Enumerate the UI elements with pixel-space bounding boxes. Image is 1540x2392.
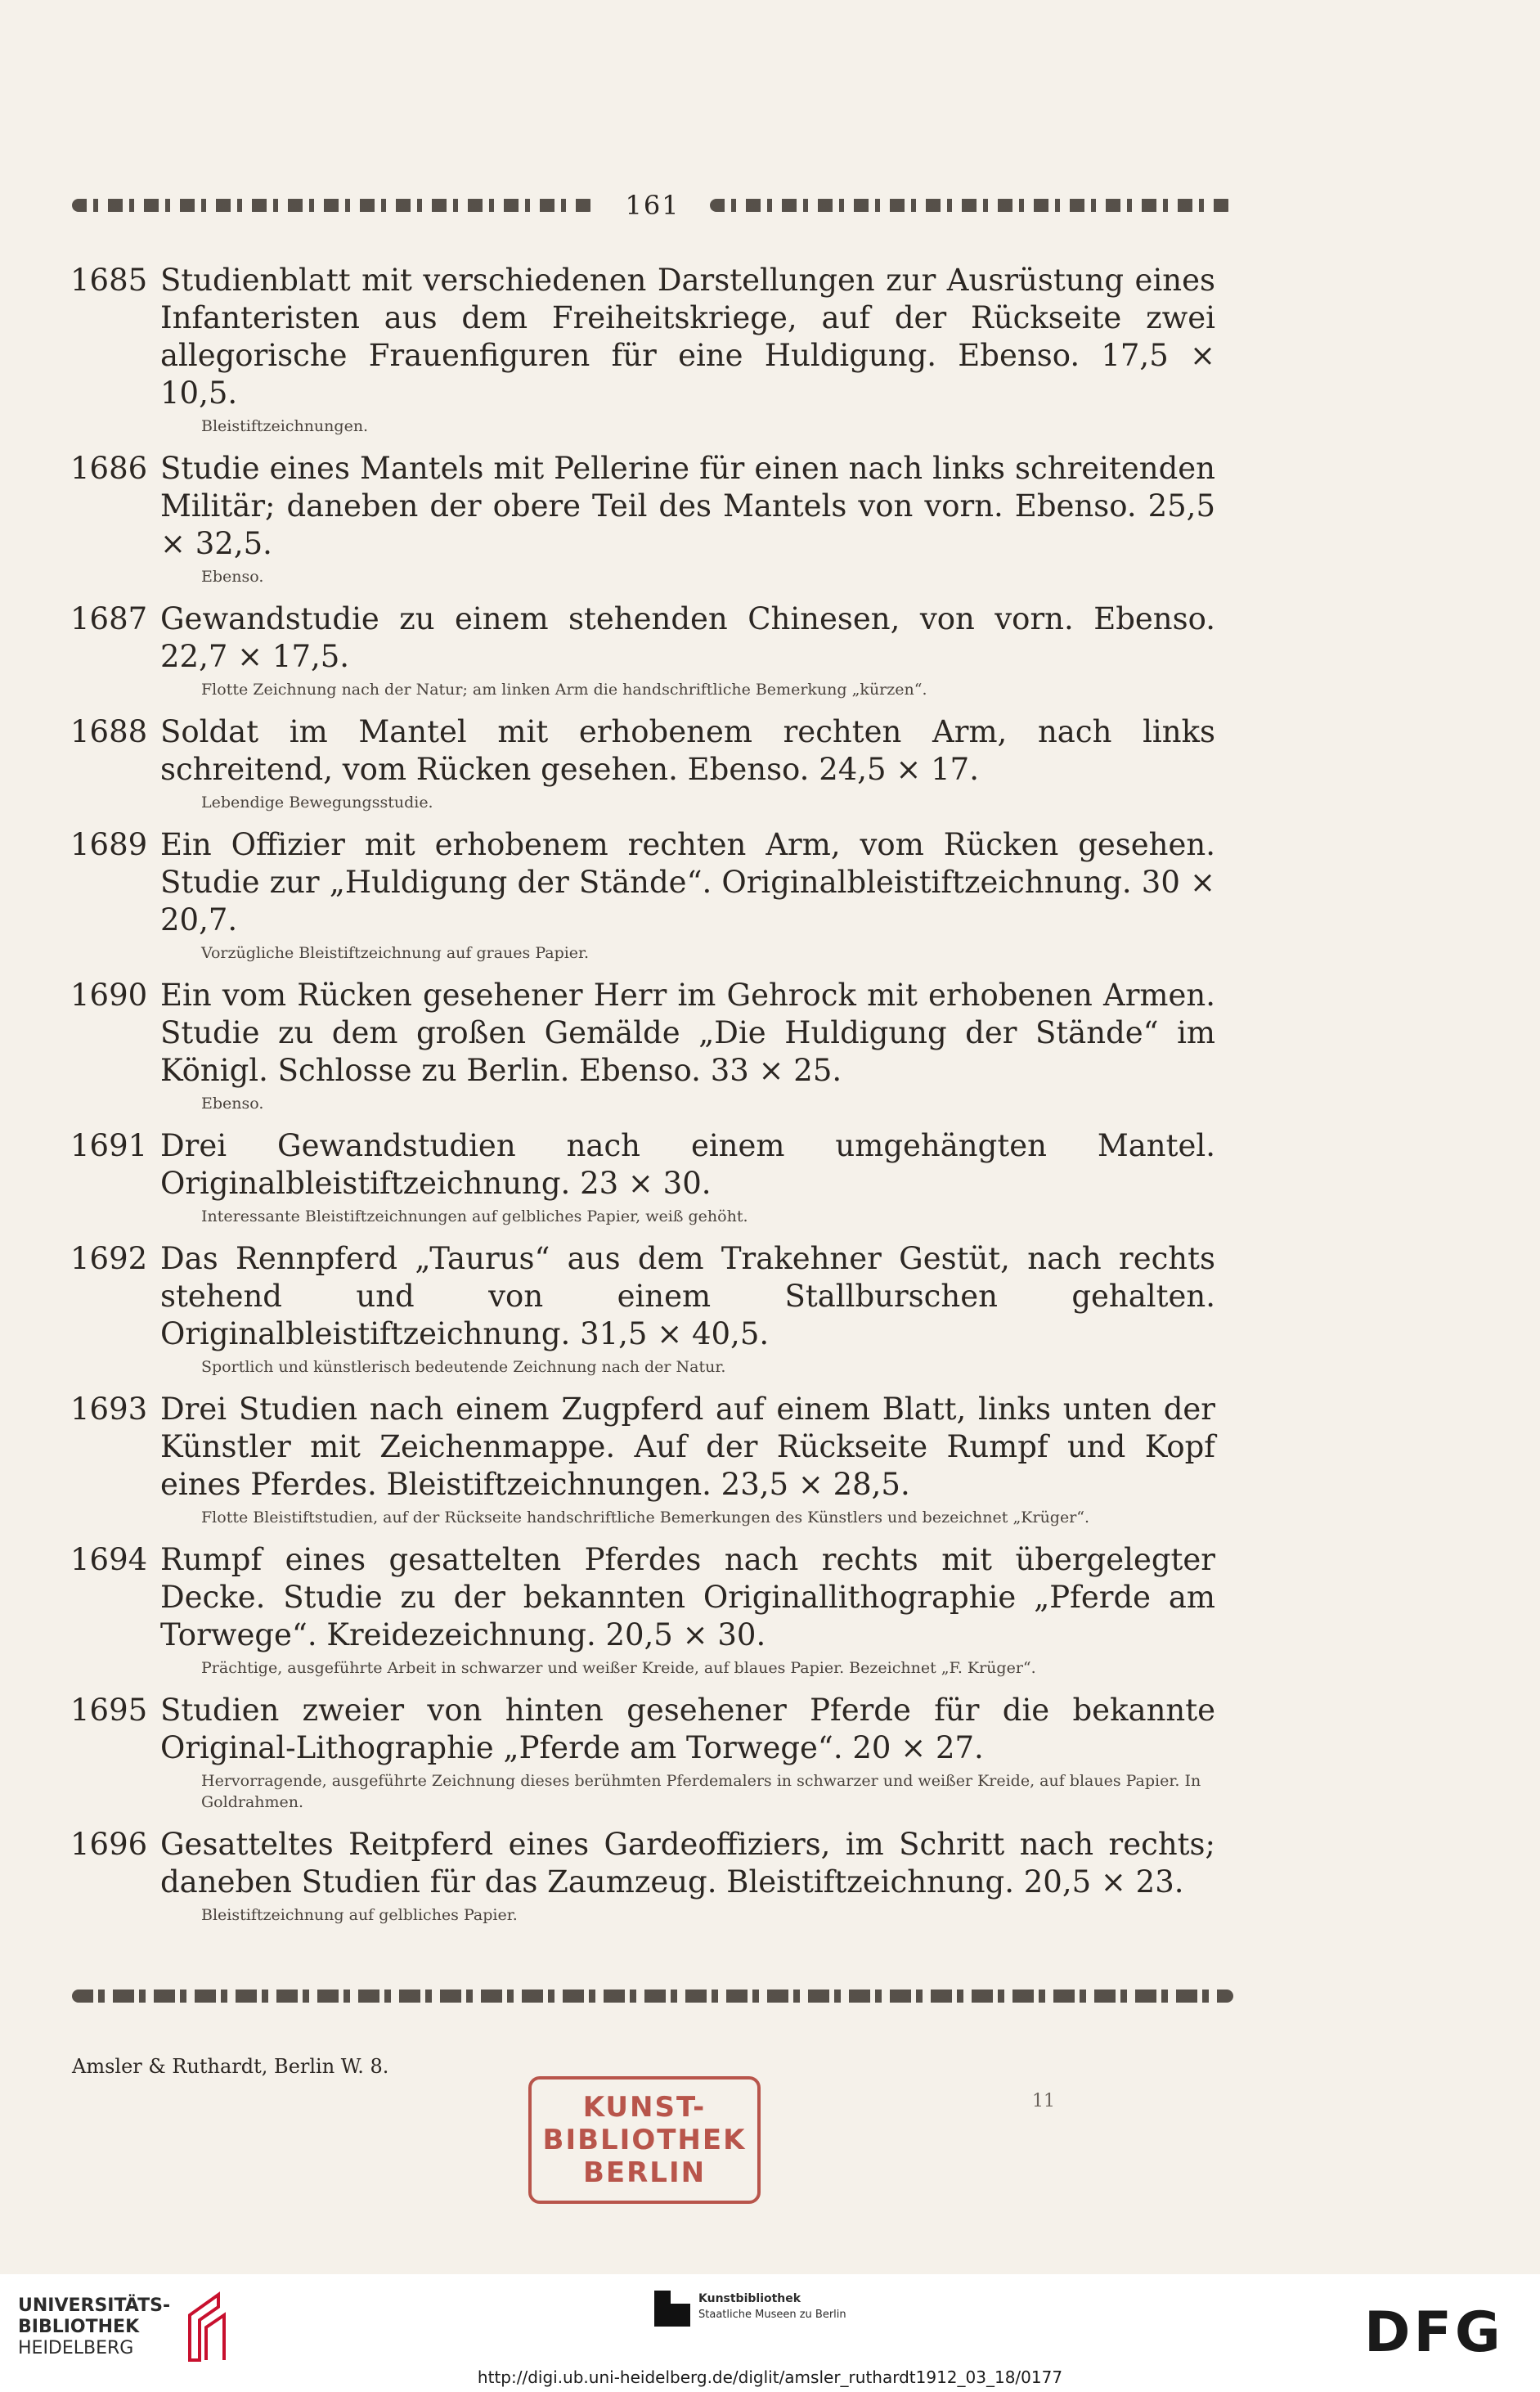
uni-line: BIBLIOTHEK [18, 2317, 140, 2337]
entry-number: 1694 [70, 1542, 148, 1577]
stamp-line: BERLIN [582, 2156, 707, 2189]
heidelberg-university-library-logo[interactable] [18, 2291, 231, 2364]
catalog-entry [0, 1541, 1540, 1679]
entry-note: Lebendige Bewegungsstudie. [201, 794, 433, 812]
entry-number: 1692 [70, 1241, 148, 1276]
catalog-entry [0, 713, 1540, 813]
dfg-logo[interactable]: DFG [1364, 2300, 1504, 2365]
entry-note: Vorzügliche Bleistiftzeichnung auf graues Papier. [201, 944, 590, 962]
uni-logo-text [18, 2295, 170, 2359]
kb-subtitle: Staatliche Museen zu Berlin [698, 2309, 846, 2321]
entry-note: Prächtige, ausgeführte Arbeit in schwarzer und weißer Kreide, auf blaues Papier. Bezeichnet „F. Krüger“. [201, 1659, 1036, 1677]
entry-title: Drei Gewandstudien nach einem umgehängten Mantel. Originalbleistiftzeichnung. 23 × 30. [160, 1128, 1215, 1201]
entry-note: Hervorragende, ausgeführte Zeichnung dieses berühmten Pferdemalers in schwarzer und weißer Kreide, auf blaues Papier. In Goldrahmen. [201, 1772, 1201, 1811]
catalog-entry [0, 977, 1540, 1114]
uni-line: UNIVERSITÄTS- [18, 2295, 171, 2316]
entry-note: Flotte Zeichnung nach der Natur; am linken Arm die handschriftliche Bemerkung „kürzen“. [201, 681, 927, 699]
catalog-entry [0, 1826, 1540, 1926]
uni-line: HEIDELBERG [18, 2338, 134, 2358]
header-ornament-right [710, 199, 1233, 212]
entry-title: Studie eines Mantels mit Pellerine für einen nach links schreitenden Militär; daneben der obere Teil des Mantels von vorn. Ebenso. 25,5 × 32,5. [160, 451, 1215, 561]
stamp-line: KUNST- [582, 2091, 707, 2124]
stamp-line: BIBLIOTHEK [542, 2124, 747, 2156]
catalog-entry [0, 1240, 1540, 1378]
catalog-entry [0, 1692, 1540, 1813]
entry-number: 1691 [70, 1128, 148, 1163]
kunstbibliothek-text [698, 2291, 846, 2323]
heidelberg-emblem-icon [182, 2291, 231, 2364]
entry-note: Bleistiftzeichnung auf gelbliches Papier. [201, 1906, 518, 1924]
entry-note: Ebenso. [201, 568, 264, 586]
entry-title: Gesatteltes Reitpferd eines Gardeoffiziers, im Schritt nach rechts; daneben Studien für das Zaumzeug. Bleistiftzeichnung. 20,5 × 23. [160, 1827, 1215, 1900]
entry-number: 1686 [70, 451, 148, 486]
catalog-entry [0, 262, 1540, 437]
entry-note: Interessante Bleistiftzeichnungen auf gelbliches Papier, weiß gehöht. [201, 1207, 748, 1225]
entry-title: Gewandstudie zu einem stehenden Chinesen, von vorn. Ebenso. 22,7 × 17,5. [160, 601, 1215, 674]
library-stamp [528, 2076, 761, 2204]
footer-ornament [72, 1990, 1233, 2003]
entry-number: 1687 [70, 601, 148, 636]
page-number: 161 [625, 190, 680, 221]
catalog-entry [0, 600, 1540, 700]
entry-title: Das Rennpferd „Taurus“ aus dem Trakehner Gestüt, nach rechts stehend und von einem Stallburschen gehalten. Originalbleistiftzeichnung. 31,5 × 40,5. [160, 1241, 1215, 1351]
entry-number: 1693 [70, 1392, 148, 1427]
kunstbibliothek-logo[interactable] [654, 2291, 846, 2327]
kb-title: Kunstbibliothek [698, 2292, 801, 2305]
entry-note: Flotte Bleistiftstudien, auf der Rückseite handschriftliche Bemerkungen des Künstlers und bezeichnet „Krüger“. [201, 1508, 1090, 1526]
publisher-imprint: Amsler & Ruthardt, Berlin W. 8. [72, 2055, 389, 2078]
entry-note: Bleistiftzeichnungen. [201, 417, 369, 435]
entry-number: 1695 [70, 1693, 148, 1728]
header-ornament-left [72, 199, 595, 212]
entry-note: Ebenso. [201, 1095, 264, 1113]
entry-title: Soldat im Mantel mit erhobenem rechten Arm, nach links schreitend, vom Rücken gesehen. Ebenso. 24,5 × 17. [160, 714, 1215, 787]
entry-title: Ein Offizier mit erhobenem rechten Arm, vom Rücken gesehen. Studie zur „Huldigung der Stände“. Originalbleistiftzeichnung. 30 × 20,7. [160, 827, 1215, 937]
entry-title: Studien zweier von hinten gesehener Pferde für die bekannte Original-Lithographie „Pferde am Torwege“. 20 × 27. [160, 1693, 1215, 1765]
entry-title: Drei Studien nach einem Zugpferd auf einem Blatt, links unten der Künstler mit Zeichenmappe. Auf der Rückseite Rumpf und Kopf eines Pferdes. Bleistiftzeichnungen. 23,5 × 28,5. [160, 1392, 1215, 1502]
page-header [72, 187, 1233, 224]
entry-number: 1690 [70, 978, 148, 1013]
sheet-mark: 11 [1032, 2091, 1055, 2111]
catalog-entry [0, 1391, 1540, 1528]
entry-title: Ein vom Rücken gesehener Herr im Gehrock mit erhobenen Armen. Studie zu dem großen Gemälde „Die Huldigung der Stände“ im Königl. Schlosse zu Berlin. Ebenso. 33 × 25. [160, 978, 1215, 1088]
entry-note: Sportlich und künstlerisch bedeutende Zeichnung nach der Natur. [201, 1358, 726, 1376]
catalog-entries [0, 262, 1540, 1939]
entry-title: Studienblatt mit verschiedenen Darstellungen zur Ausrüstung eines Infanteristen aus dem Freiheitskriege, auf der Rückseite zwei allegorische Frauenfiguren für eine Huldigung. Ebenso. 17,5 × 10,5. [160, 263, 1215, 411]
entry-number: 1689 [70, 827, 148, 862]
catalog-entry [0, 1127, 1540, 1227]
permalink-url[interactable]: http://digi.ub.uni-heidelberg.de/diglit/amsler_ruthardt1912_03_18/0177 [477, 2367, 1063, 2387]
entry-number: 1685 [70, 263, 148, 298]
kunstbibliothek-mark-icon [654, 2291, 690, 2327]
entry-number: 1696 [70, 1827, 148, 1862]
entry-title: Rumpf eines gesattelten Pferdes nach rechts mit übergelegter Decke. Studie zu der bekannten Originallithographie „Pferde am Torwege“. Kreidezeichnung. 20,5 × 30. [160, 1542, 1215, 1652]
catalog-entry [0, 450, 1540, 587]
catalog-entry [0, 826, 1540, 964]
entry-number: 1688 [70, 714, 148, 749]
